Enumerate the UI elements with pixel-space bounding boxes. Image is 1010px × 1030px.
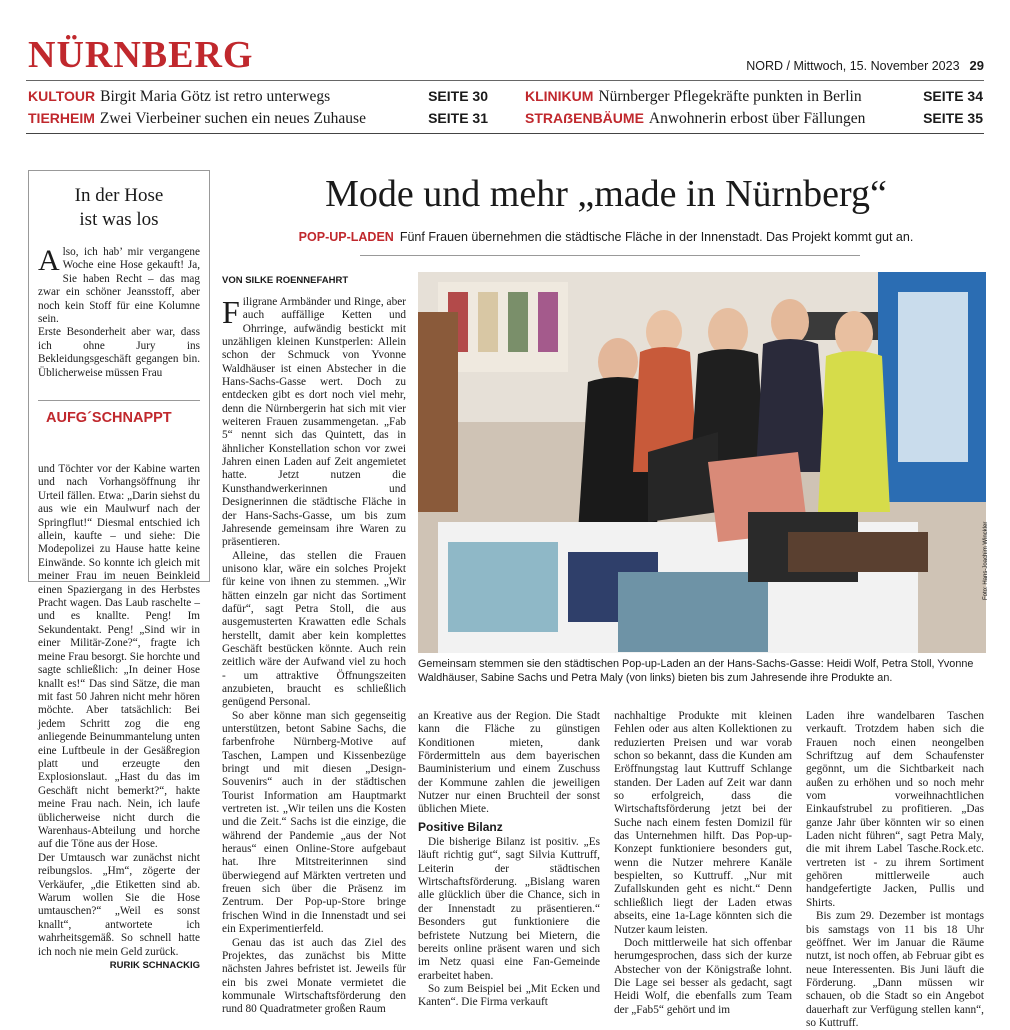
column-rubric: AUFG´SCHNAPPT [46,410,172,426]
issue-info: NORD / Mittwoch, 15. November 2023 29 [746,58,984,73]
article-photo [418,272,986,653]
section-title: NÜRNBERG [28,34,254,76]
headline: Mode und mehr „made in Nürnberg“ [325,173,887,215]
byline: VON SILKE ROENNEFAHRT [222,275,349,286]
column-title: In der Hose ist was los [74,185,164,230]
article-column-4: Laden ihre wandelbaren Taschen verkauft. Trotzdem haben sich die Frauen noch einen neongelben Schriftzug auf dem Schaufenster gegönnt, um die Sichtbarkeit nach außen zu erhöhen und so noch mehr vom vorweihnachtlichen Einkaufstrubel zu profitieren. „Das ganze Jahr über könnten wir so einen Laden nicht führen“, sagt Petra Maly, die mit ihrem Label Tasche.Rock.etc. vertreten ist - zu ihrem Sortiment gehören mittlerweile auch handgefertigte Jacken, Pullis und Shirts. Bis zum 29. Dezember ist montags bis samstags von 11 bis 18 Uhr geöffnet. Wer im Januar die Räume nutzt, ist noch offen, ab Februar gibt es neue Interessenten. Bis Juni läuft die Förderung. „Dann müssen wir schauen, ob die Stadt so ein Angebot dauerhaft zur Verfügung stellen kann“, so Kuttruff. [806,710,984,1029]
column-author: RURIK SCHNACKIG [109,960,200,972]
teaser-klinikum[interactable]: KLINIKUM Nürnberger Pflegekräfte punkten in Berlin SEITE 34 [525,88,983,105]
column-continued: und Töchter vor der Kabine warten und nach Vorhangsöffnung ihr Urteil fällen. Etwa: „Darin siehst du aus wie ein Maulwurf nach der Springflut!“ Diesmal entschied ich allein, kaufte – und siehe: Die Modepolizei zu Hause hatte keine Einwände. So konnte ich gleich mit meiner Frau im neuen Beinkleid einen Spaziergang in des Herbstes Pracht wagen. Das Laub raschelte – und es knallte. Peng! Im Sekundentakt. Peng! „Sind wir in einer Militär-Zone?“, fragte ich meine Frau besorgt. Sie horchte und sagte schließlich: „In deiner Hose knallt es!“ Das sind Sätze, die man mit fast 50 Jahren nicht mehr hören möchte. Aber tatsächlich: Bei jedem Schritt zog die eng anliegende Beinummantelung unten eine Luftbeule in der Gesäßregion platt und erzeugte den Explosionslaut. „Hast du das im Geschäft nicht bemerkt?“, hakte meine Frau nach. Nein, ich laufe üblicherweise nicht durch die Warenhaus-Abteilung und horche auf die Töne aus der Hose. Der Umtausch war zunächst nicht reibungslos. „Hm“, zögerte der Verkäufer, „die Etiketten sind ab. Warum wollen Sie die Hose umtauschen?“ „Weil es sonst knallt“, antwortete ich wahrheitsgemäß. So schnell hatte ich noch nie mein Geld zurück. RURIK SCHNACKIG [38,463,200,972]
teaser-tierheim[interactable]: TIERHEIM Zwei Vierbeiner suchen ein neues Zuhause SEITE 31 [28,110,488,127]
article-column-3: nachhaltige Produkte mit kleinen Fehlen oder aus alten Kollektionen zu reduzierten Preisen und war vorab schon so bekannt, dass die Kunden am Eröffnungstag laut Kuttruff Schlange standen. Der Laden auf Zeit war dann so erfolgreich, dass die Wirtschaftsförderung jetzt bei der Suche nach einem festen Domizil für das Unternehmen hilft. Das Pop-up-Konzept funktioniere besonders gut, wenn die Nutzer mehrere Kanäle bespielten, so Kuttruff. „Nur mit Zufallskunden geht es nicht.“ Denn schließlich liegt der Laden etwas abseits, eine 1a-Lage könnten sich die Nutzer kaum leisten. Doch mittlerweile hat sich offenbar herumgesprochen, dass sich der kurze Abstecher von der Königstraße lohnt. Die Lage sei besser als gedacht, sagt Heidi Wolf, die ebenfalls zum Team der „Fab5“ gehört und im [614,710,792,1016]
divider [26,133,984,134]
divider [360,255,860,256]
photo-credit: Foto: Hans-Joachim Winckler [983,521,989,600]
divider [38,400,200,401]
subline: POP-UP-LADEN Fünf Frauen übernehmen die städtische Fläche in der Innenstadt. Das Projekt kommt gut an. [298,230,914,244]
divider [26,80,984,81]
column-intro: Also, ich hab’ mir vergangene Woche eine Hose gekauft! Ja, Sie haben Recht – das mag zwar ein schöner Jeansstoff, aber noch kein Stoff für eine Kolumne sein. Erste Besonderheit aber war, dass ich ohne Jury ins Bekleidungsgeschäft gegangen bin. Üblicherweise müssen Frau [38,244,200,379]
teaser-strassenbaeume[interactable]: STRAẞENBÄUME Anwohnerin erbost über Fällungen SEITE 35 [525,110,983,127]
subheading: Positive Bilanz [418,819,503,834]
photo-caption: Gemeinsam stemmen sie den städtischen Pop-up-Laden an der Hans-Sachs-Gasse: Heidi Wolf, Petra Stoll, Yvonne Waldhäuser, Sabine Sachs und Petra Maly (von links) bieten bis zum Jahresende ihre Produkte an. [418,658,974,684]
article-column-1: Filigrane Armbänder und Ringe, aber auch auffällige Ketten und Ohrringe, aufwändig bestickt mit unzähligen kleinen Kunstperlen: Allein schon der Schmuck von Yvonne Waldhäuser ist einen Abstecher in die Hans-Sachs-Gasse wert. Doch zu entdecken gibt es dort noch viel mehr, denn die Nürnbergerin hat sich mit vier weiteren Frauen zusammengetan. „Fab 5“ nennt sich das Quintett, das in ähnlicher Konstellation schon vor zwei Jahren einen Laden auf Zeit angemietet hatte. Jetzt nutzen die Kunsthandwerkerinnen und Designerinnen die städtische Fläche in der Hans-Sachs-Gasse, um bis zum Jahresende gemeinsam ihre Waren zu präsentieren. Alleine, das stellen die Frauen unisono klar, wäre ein solches Projekt für keine von ihnen zu stemmen. „Wir hätten einzeln gar nicht das Sortiment dafür“, sagt Petra Stoll, die aus ausgemusterten Krawatten edle Schals herstellt, damit aber kein komplettes Geschäft bestücken könnte. Auch rein zeitlich wäre der Aufwand viel zu hoch - um attraktive Öffnungszeiten anzubieten, braucht es schließlich genügend Personal. So aber könne man sich gegenseitig unterstützen, betont Sabine Sachs, die farbenfrohe Nürnberg-Motive auf Taschen, Lampen und Kissenbezüge bringt und mit diesen „Design-Souvenirs“ auch in der städtischen Tourist Information am Hauptmarkt vertreten ist. „Wir teilen uns die Kosten und die Zeit.“ Sachs ist die einzige, die während der Pandemie „aus der Not heraus“ einen Online-Store aufgebaut hat. Ihre Mitstreiterinnen sind überwiegend auf Märkten vertreten und freuen sich über die Präsenz im Zentrum. Der Pop-up-Store bringe frischen Wind in die Innenstadt und sei ein Experimentierfeld. Genau das ist auch das Ziel des Projektes, das zunächst bis Mitte nächsten Jahres befristet ist. Jeweils für ein bis zwei Monate vermietet die kommunale Wirtschaftsförderung den rund 80 Quadratmeter großen Raum [222,294,406,1016]
dropcap: F [222,294,240,330]
dropcap: A [38,244,60,277]
page-number: 29 [969,58,984,73]
teaser-kultour[interactable]: KULTOUR Birgit Maria Götz ist retro unterwegs SEITE 30 [28,88,488,105]
article-column-2: an Kreative aus der Region. Die Stadt kann die Fläche zu günstigen Konditionen mieten, dank Fördermitteln aus dem bayerischen Bauministerium und einem Zuschuss der Kommune zahlen die jeweiligen Nutzer nur einen Bruchteil der sonst üblichen Miete. Positive Bilanz Die bisherige Bilanz ist positiv. „Es läuft richtig gut“, sagt Silvia Kuttruff, Leiterin der städtischen Wirtschaftsförderung. „Bislang waren alle glücklich über die Chance, sich in der Innenstadt zu präsentieren.“ Besonders gut funktioniere die befristete Nutzung bei Mietern, die bereits online präsent waren und sich im Netz quasi eine Fan-Gemeinde erarbeitet haben. So zum Beispiel bei „Mit Ecken und Kanten“. Die Firma verkauft [418,710,600,1009]
